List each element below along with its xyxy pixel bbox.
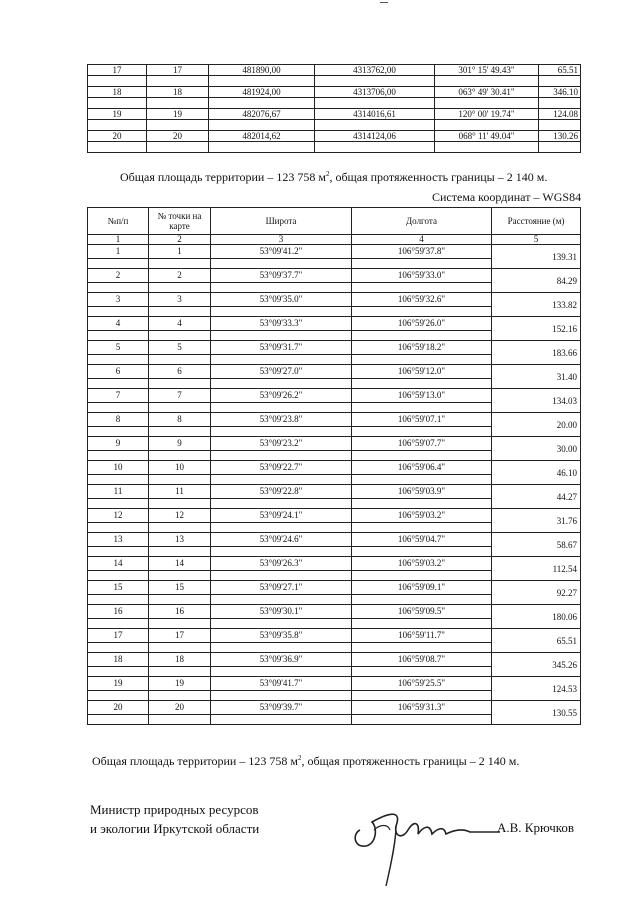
empty-cell bbox=[149, 475, 211, 485]
cell-n: 14 bbox=[88, 557, 149, 571]
empty-cell bbox=[352, 715, 492, 725]
cell-lon: 106°59'04.7" bbox=[352, 533, 492, 547]
cell-p: 18 bbox=[147, 87, 209, 98]
signature-title-line1: Министр природных ресурсов bbox=[90, 802, 259, 817]
table-row bbox=[88, 109, 581, 120]
empty-cell bbox=[211, 499, 352, 509]
cell-n: 7 bbox=[88, 389, 149, 403]
empty-cell bbox=[88, 355, 149, 365]
empty-cell bbox=[209, 120, 315, 131]
empty-cell bbox=[88, 619, 149, 629]
cell-p: 19 bbox=[147, 109, 209, 120]
table-row bbox=[88, 389, 581, 403]
empty-cell bbox=[211, 331, 352, 341]
cell-lon: 106°59'12.0" bbox=[352, 365, 492, 379]
empty-cell bbox=[88, 643, 149, 653]
cell-lon: 106°59'32.6" bbox=[352, 293, 492, 307]
table-row bbox=[88, 533, 581, 547]
cell-p: 5 bbox=[149, 341, 211, 355]
cell-p: 19 bbox=[149, 677, 211, 691]
cell-lon: 106°59'11.7" bbox=[352, 629, 492, 643]
cell-y: 4314124,06 bbox=[315, 131, 435, 142]
cell-n: 18 bbox=[88, 87, 147, 98]
empty-cell bbox=[209, 98, 315, 109]
cell-dist: 346.10 bbox=[539, 87, 581, 98]
table-row bbox=[88, 485, 581, 499]
empty-cell bbox=[88, 475, 149, 485]
empty-cell bbox=[147, 120, 209, 131]
cell-p: 6 bbox=[149, 365, 211, 379]
empty-cell bbox=[88, 98, 147, 109]
empty-cell bbox=[88, 523, 149, 533]
empty-cell bbox=[211, 523, 352, 533]
table-spacer-row bbox=[88, 142, 581, 153]
empty-cell bbox=[88, 379, 149, 389]
cell-n: 11 bbox=[88, 485, 149, 499]
table-spacer-row bbox=[88, 120, 581, 131]
cell-p: 20 bbox=[149, 701, 211, 715]
empty-cell bbox=[88, 595, 149, 605]
table-row bbox=[88, 365, 581, 379]
empty-cell bbox=[352, 547, 492, 557]
empty-cell bbox=[149, 379, 211, 389]
empty-cell bbox=[539, 98, 581, 109]
table-row bbox=[88, 245, 581, 259]
cell-lat: 53°09'23.8" bbox=[211, 413, 352, 427]
cell-n: 2 bbox=[88, 269, 149, 283]
empty-cell bbox=[539, 142, 581, 153]
table-row bbox=[88, 413, 581, 427]
cell-n: 20 bbox=[88, 131, 147, 142]
table-row bbox=[88, 87, 581, 98]
cell-dist: 133.82 bbox=[492, 293, 581, 317]
empty-cell bbox=[352, 427, 492, 437]
empty-cell bbox=[149, 331, 211, 341]
empty-cell bbox=[88, 451, 149, 461]
cell-lon: 106°59'25.5" bbox=[352, 677, 492, 691]
cell-p: 18 bbox=[149, 653, 211, 667]
column-number: 5 bbox=[492, 235, 581, 245]
cell-dist: 345.26 bbox=[492, 653, 581, 677]
cell-lon: 106°59'03.2" bbox=[352, 557, 492, 571]
cell-lon: 106°59'09.5" bbox=[352, 605, 492, 619]
empty-cell bbox=[539, 76, 581, 87]
cell-lat: 53°09'41.2" bbox=[211, 245, 352, 259]
cell-p: 13 bbox=[149, 533, 211, 547]
empty-cell bbox=[88, 120, 147, 131]
cell-n: 15 bbox=[88, 581, 149, 595]
empty-cell bbox=[211, 451, 352, 461]
cell-dist: 112.54 bbox=[492, 557, 581, 581]
cell-dist: 180.06 bbox=[492, 605, 581, 629]
empty-cell bbox=[435, 142, 539, 153]
column-number: 2 bbox=[149, 235, 211, 245]
cell-y: 4313706,00 bbox=[315, 87, 435, 98]
cell-lon: 106°59'03.9" bbox=[352, 485, 492, 499]
cell-n: 4 bbox=[88, 317, 149, 331]
empty-cell bbox=[88, 667, 149, 677]
table-row bbox=[88, 461, 581, 475]
cell-n: 1 bbox=[88, 245, 149, 259]
cell-n: 9 bbox=[88, 437, 149, 451]
table-row bbox=[88, 293, 581, 307]
empty-cell bbox=[149, 427, 211, 437]
empty-cell bbox=[149, 715, 211, 725]
cell-n: 19 bbox=[88, 677, 149, 691]
cell-n: 18 bbox=[88, 653, 149, 667]
empty-cell bbox=[211, 259, 352, 269]
empty-cell bbox=[211, 619, 352, 629]
empty-cell bbox=[149, 571, 211, 581]
cell-lat: 53°09'23.2" bbox=[211, 437, 352, 451]
table-row bbox=[88, 437, 581, 451]
cell-angle: 301° 15' 49.43" bbox=[435, 65, 539, 76]
empty-cell bbox=[88, 571, 149, 581]
cell-lat: 53°09'22.8" bbox=[211, 485, 352, 499]
cell-lat: 53°09'26.3" bbox=[211, 557, 352, 571]
empty-cell bbox=[352, 595, 492, 605]
cell-angle: 120° 00' 19.74" bbox=[435, 109, 539, 120]
empty-cell bbox=[149, 403, 211, 413]
cell-dist: 31.76 bbox=[492, 509, 581, 533]
table-spacer-row bbox=[88, 76, 581, 87]
cell-n: 8 bbox=[88, 413, 149, 427]
wgs84-coordinates-table bbox=[87, 207, 581, 725]
empty-cell bbox=[149, 259, 211, 269]
empty-cell bbox=[352, 667, 492, 677]
cell-dist: 124.08 bbox=[539, 109, 581, 120]
table-row bbox=[88, 317, 581, 331]
cell-lat: 53°09'31.7" bbox=[211, 341, 352, 355]
empty-cell bbox=[88, 331, 149, 341]
cell-lon: 106°59'26.0" bbox=[352, 317, 492, 331]
cell-n: 17 bbox=[88, 629, 149, 643]
cell-p: 2 bbox=[149, 269, 211, 283]
empty-cell bbox=[315, 76, 435, 87]
empty-cell bbox=[211, 427, 352, 437]
empty-cell bbox=[211, 667, 352, 677]
cell-lat: 53°09'27.0" bbox=[211, 365, 352, 379]
table-row bbox=[88, 629, 581, 643]
cell-n: 16 bbox=[88, 605, 149, 619]
empty-cell bbox=[435, 98, 539, 109]
cell-p: 9 bbox=[149, 437, 211, 451]
cell-dist: 65.51 bbox=[492, 629, 581, 653]
empty-cell bbox=[149, 307, 211, 317]
cell-y: 4313762,00 bbox=[315, 65, 435, 76]
empty-cell bbox=[352, 643, 492, 653]
cell-angle: 068° 11' 49.04" bbox=[435, 131, 539, 142]
cell-lon: 106°59'31.3" bbox=[352, 701, 492, 715]
empty-cell bbox=[149, 499, 211, 509]
cell-p: 4 bbox=[149, 317, 211, 331]
empty-cell bbox=[352, 355, 492, 365]
cell-lon: 106°59'08.7" bbox=[352, 653, 492, 667]
cell-p: 14 bbox=[149, 557, 211, 571]
empty-cell bbox=[352, 283, 492, 293]
cell-lat: 53°09'27.1" bbox=[211, 581, 352, 595]
empty-cell bbox=[211, 307, 352, 317]
empty-cell bbox=[315, 98, 435, 109]
cell-p: 12 bbox=[149, 509, 211, 523]
empty-cell bbox=[149, 355, 211, 365]
signature-title bbox=[90, 800, 259, 838]
coordinate-system-label: Система координат – WGS84 bbox=[432, 190, 582, 204]
cell-p: 20 bbox=[147, 131, 209, 142]
cell-n: 19 bbox=[88, 109, 147, 120]
empty-cell bbox=[88, 259, 149, 269]
header-latitude: Широта bbox=[211, 208, 352, 235]
header-point-number: № точки на карте bbox=[149, 208, 211, 235]
cell-n: 20 bbox=[88, 701, 149, 715]
empty-cell bbox=[315, 142, 435, 153]
cell-n: 6 bbox=[88, 365, 149, 379]
cell-lat: 53°09'24.6" bbox=[211, 533, 352, 547]
empty-cell bbox=[211, 571, 352, 581]
empty-cell bbox=[211, 475, 352, 485]
empty-cell bbox=[88, 691, 149, 701]
empty-cell bbox=[211, 355, 352, 365]
cell-n: 5 bbox=[88, 341, 149, 355]
cell-x: 482014,62 bbox=[209, 131, 315, 142]
cell-dist: 183.66 bbox=[492, 341, 581, 365]
empty-cell bbox=[352, 403, 492, 413]
cell-dist: 44.27 bbox=[492, 485, 581, 509]
empty-cell bbox=[149, 523, 211, 533]
empty-cell bbox=[211, 379, 352, 389]
table-row bbox=[88, 605, 581, 619]
cell-dist: 65.51 bbox=[539, 65, 581, 76]
header-index: №п/п bbox=[88, 208, 149, 235]
empty-cell bbox=[211, 715, 352, 725]
cell-n: 12 bbox=[88, 509, 149, 523]
empty-cell bbox=[88, 427, 149, 437]
empty-cell bbox=[88, 499, 149, 509]
cell-dist: 92.27 bbox=[492, 581, 581, 605]
cell-lon: 106°59'03.2" bbox=[352, 509, 492, 523]
empty-cell bbox=[352, 691, 492, 701]
empty-cell bbox=[352, 523, 492, 533]
cell-dist: 30.00 bbox=[492, 437, 581, 461]
empty-cell bbox=[147, 76, 209, 87]
empty-cell bbox=[149, 595, 211, 605]
cell-p: 16 bbox=[149, 605, 211, 619]
cell-dist: 20.00 bbox=[492, 413, 581, 437]
cell-p: 10 bbox=[149, 461, 211, 475]
cell-n: 17 bbox=[88, 65, 147, 76]
cell-dist: 58.67 bbox=[492, 533, 581, 557]
cell-dist: 130.26 bbox=[539, 131, 581, 142]
empty-cell bbox=[352, 379, 492, 389]
header-mark bbox=[380, 2, 388, 3]
table-row bbox=[88, 581, 581, 595]
empty-cell bbox=[352, 571, 492, 581]
empty-cell bbox=[435, 120, 539, 131]
cell-dist: 84.29 bbox=[492, 269, 581, 293]
cell-p: 15 bbox=[149, 581, 211, 595]
empty-cell bbox=[88, 547, 149, 557]
empty-cell bbox=[352, 619, 492, 629]
empty-cell bbox=[149, 667, 211, 677]
cell-x: 481890,00 bbox=[209, 65, 315, 76]
empty-cell bbox=[88, 76, 147, 87]
cell-dist: 139.31 bbox=[492, 245, 581, 269]
cell-lon: 106°59'07.1" bbox=[352, 413, 492, 427]
cell-dist: 134.03 bbox=[492, 389, 581, 413]
cell-lon: 106°59'13.0" bbox=[352, 389, 492, 403]
cell-n: 13 bbox=[88, 533, 149, 547]
column-number: 3 bbox=[211, 235, 352, 245]
cell-angle: 063° 49' 30.41" bbox=[435, 87, 539, 98]
empty-cell bbox=[88, 715, 149, 725]
table-spacer-row bbox=[88, 98, 581, 109]
empty-cell bbox=[211, 547, 352, 557]
cell-lat: 53°09'30.1" bbox=[211, 605, 352, 619]
cell-p: 11 bbox=[149, 485, 211, 499]
cell-p: 17 bbox=[147, 65, 209, 76]
cell-lat: 53°09'39.7" bbox=[211, 701, 352, 715]
cell-dist: 152.16 bbox=[492, 317, 581, 341]
empty-cell bbox=[209, 142, 315, 153]
empty-cell bbox=[147, 142, 209, 153]
cell-lat: 53°09'41.7" bbox=[211, 677, 352, 691]
empty-cell bbox=[352, 451, 492, 461]
cell-lat: 53°09'26.2" bbox=[211, 389, 352, 403]
cell-p: 7 bbox=[149, 389, 211, 403]
column-number: 4 bbox=[352, 235, 492, 245]
empty-cell bbox=[149, 691, 211, 701]
empty-cell bbox=[315, 120, 435, 131]
cell-lon: 106°59'18.2" bbox=[352, 341, 492, 355]
empty-cell bbox=[352, 499, 492, 509]
table-row bbox=[88, 557, 581, 571]
cell-lon: 106°59'07.7" bbox=[352, 437, 492, 451]
table-row bbox=[88, 677, 581, 691]
cell-lon: 106°59'06.4" bbox=[352, 461, 492, 475]
cell-lat: 53°09'36.9" bbox=[211, 653, 352, 667]
table-row bbox=[88, 701, 581, 715]
empty-cell bbox=[211, 691, 352, 701]
handwritten-signature bbox=[350, 800, 540, 890]
table-row bbox=[88, 269, 581, 283]
cell-lat: 53°09'22.7" bbox=[211, 461, 352, 475]
cell-lat: 53°09'37.7" bbox=[211, 269, 352, 283]
cell-p: 1 bbox=[149, 245, 211, 259]
cell-lon: 106°59'33.0" bbox=[352, 269, 492, 283]
empty-cell bbox=[352, 259, 492, 269]
cell-dist: 124.53 bbox=[492, 677, 581, 701]
empty-cell bbox=[435, 76, 539, 87]
empty-cell bbox=[352, 307, 492, 317]
empty-cell bbox=[211, 595, 352, 605]
cell-lat: 53°09'33.3" bbox=[211, 317, 352, 331]
empty-cell bbox=[211, 643, 352, 653]
cell-n: 10 bbox=[88, 461, 149, 475]
empty-cell bbox=[352, 475, 492, 485]
empty-cell bbox=[147, 98, 209, 109]
empty-cell bbox=[209, 76, 315, 87]
empty-cell bbox=[211, 403, 352, 413]
signer-name: А.В. Крючков bbox=[497, 820, 575, 835]
cell-lon: 106°59'09.1" bbox=[352, 581, 492, 595]
empty-cell bbox=[88, 307, 149, 317]
empty-cell bbox=[88, 403, 149, 413]
cell-p: 8 bbox=[149, 413, 211, 427]
cell-x: 482076,67 bbox=[209, 109, 315, 120]
cell-lon: 106°59'37.8" bbox=[352, 245, 492, 259]
summary-line-wgs84: Общая площадь территории – 123 758 $м^2$, общая протяженность границы – 2 140 м. bbox=[92, 754, 520, 768]
cell-lat: 53°09'35.8" bbox=[211, 629, 352, 643]
empty-cell bbox=[149, 451, 211, 461]
cell-p: 17 bbox=[149, 629, 211, 643]
empty-cell bbox=[149, 643, 211, 653]
empty-cell bbox=[149, 619, 211, 629]
coordinates-table-continued bbox=[87, 64, 581, 153]
cell-dist: 31.40 bbox=[492, 365, 581, 389]
empty-cell bbox=[88, 142, 147, 153]
empty-cell bbox=[88, 283, 149, 293]
cell-x: 481924,00 bbox=[209, 87, 315, 98]
empty-cell bbox=[352, 331, 492, 341]
header-distance: Расстояние (м) bbox=[492, 208, 581, 235]
cell-lat: 53°09'24.1" bbox=[211, 509, 352, 523]
empty-cell bbox=[539, 120, 581, 131]
cell-dist: 130.55 bbox=[492, 701, 581, 725]
cell-y: 4314016,61 bbox=[315, 109, 435, 120]
table-row bbox=[88, 653, 581, 667]
cell-dist: 46.10 bbox=[492, 461, 581, 485]
empty-cell bbox=[149, 547, 211, 557]
signature-title-line2: и экологии Иркутской области bbox=[90, 821, 260, 836]
empty-cell bbox=[211, 283, 352, 293]
table-row bbox=[88, 341, 581, 355]
cell-lat: 53°09'35.0" bbox=[211, 293, 352, 307]
header-longitude: Долгота bbox=[352, 208, 492, 235]
cell-p: 3 bbox=[149, 293, 211, 307]
empty-cell bbox=[149, 283, 211, 293]
table-row bbox=[88, 131, 581, 142]
cell-n: 3 bbox=[88, 293, 149, 307]
summary-line: Общая площадь территории – 123 758 $м^2$, общая протяженность границы – 2 140 м. bbox=[120, 170, 548, 184]
table-row bbox=[88, 509, 581, 523]
column-number: 1 bbox=[88, 235, 149, 245]
table-row bbox=[88, 65, 581, 76]
